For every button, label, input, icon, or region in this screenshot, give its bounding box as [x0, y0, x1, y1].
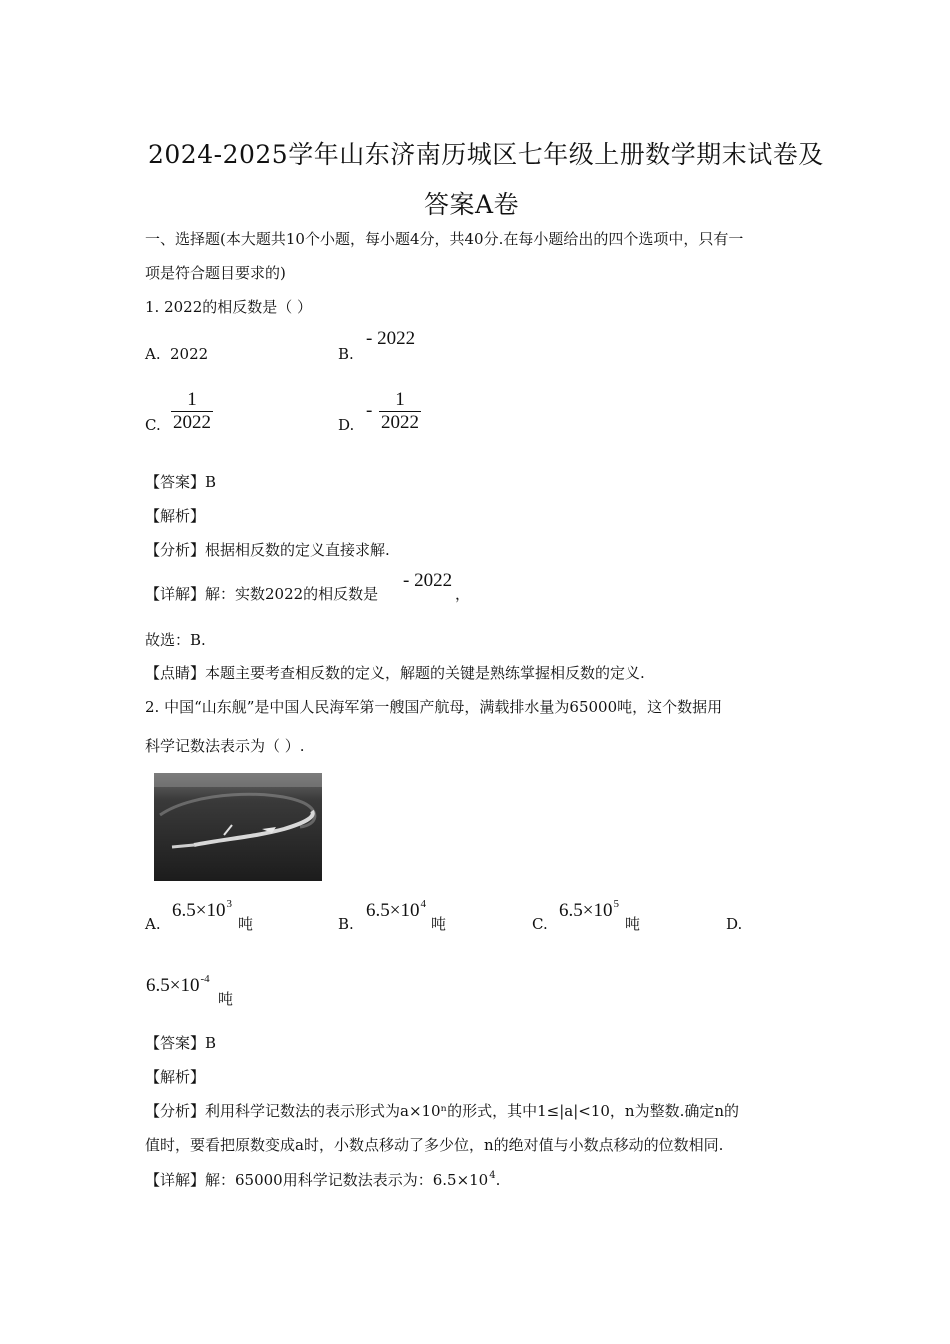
q1-option-a-text: 2022	[170, 345, 209, 363]
q2-option-b-label: B.	[338, 915, 354, 933]
q2-option-c-base: 6.5×10	[559, 900, 613, 921]
q1-comment: 【点睛】本题主要考查相反数的定义，解题的关键是熟练掌握相反数的定义.	[145, 664, 645, 682]
q1-detail	[145, 584, 378, 604]
q1-option-a-label: A.	[145, 345, 161, 363]
q2-stem-line2: 科学记数法表示为（ ）.	[145, 737, 305, 755]
q1-detail-suffix: ，	[455, 585, 471, 603]
q1-option-d-sign: -	[366, 400, 373, 421]
q1-option-d-label: D.	[338, 416, 355, 434]
q2-option-d-value	[146, 975, 210, 997]
q2-option-a-label: A.	[145, 915, 161, 933]
fraction-denominator: 2022	[173, 412, 211, 433]
q2-option-d-unit: 吨	[218, 990, 234, 1008]
q2-detail-suffix: .	[495, 1171, 501, 1189]
q2-option-c-value	[559, 900, 619, 922]
section-heading-line1: 一、选择题(本大题共10个小题，每小题4分，共40分.在每小题给出的四个选项中，只有一	[145, 230, 744, 248]
q2-option-c-exponent: 5	[613, 898, 619, 910]
q1-choose: 故选：B.	[145, 631, 206, 649]
q2-option-a-base: 6.5×10	[172, 900, 226, 921]
q2-option-a-value	[172, 900, 232, 922]
q1-answer: 【答案】B	[145, 473, 217, 491]
q1-analysis-heading: 【解析】	[145, 507, 206, 525]
q2-option-d-exponent: -4	[200, 973, 210, 985]
q1-option-c-label: C.	[145, 416, 161, 434]
q2-detail-exponent: 4	[489, 1170, 496, 1181]
q1-detail-value: - 2022	[403, 570, 453, 591]
q2-option-a-exponent: 3	[226, 898, 232, 910]
page-title-line1: 2024-2025学年山东济南历城区七年级上册数学期末试卷及	[148, 140, 824, 169]
q1-stem: 1. 2022的相反数是（ ）	[145, 298, 313, 316]
carrier-photo-svg	[154, 773, 322, 881]
q2-detail	[145, 1170, 500, 1193]
q1-analysis: 【分析】根据相反数的定义直接求解.	[145, 541, 390, 559]
q2-analysis-heading: 【解析】	[145, 1068, 206, 1086]
q2-stem-line1: 2. 中国“山东舰”是中国人民海军第一艘国产航母，满载排水量为65000吨，这个数据用	[145, 698, 723, 716]
q1-option-b-text: - 2022	[366, 328, 416, 349]
aircraft-carrier-photo	[154, 773, 322, 881]
q1-option-c-fraction	[171, 389, 213, 434]
q2-detail-text: 【详解】解：65000用科学记数法表示为：6.5×10	[145, 1171, 489, 1189]
fraction-numerator: 1	[187, 389, 197, 410]
fraction-numerator: 1	[395, 389, 405, 410]
q2-option-b-value	[366, 900, 426, 922]
q1-detail-text: 【详解】解：实数2022的相反数是	[145, 585, 379, 603]
q2-option-b-unit: 吨	[431, 915, 447, 933]
q1-option-b-label: B.	[338, 345, 354, 363]
fraction-denominator: 2022	[381, 412, 419, 433]
q2-option-d-label: D.	[726, 915, 743, 933]
q2-option-b-base: 6.5×10	[366, 900, 420, 921]
q2-option-b-exponent: 4	[420, 898, 426, 910]
q2-option-a-unit: 吨	[238, 915, 254, 933]
q2-answer: 【答案】B	[145, 1034, 217, 1052]
section-heading-line2: 项是符合题目要求的)	[145, 264, 286, 282]
q2-option-c-label: C.	[532, 915, 548, 933]
q2-analysis-line1: 【分析】利用科学记数法的表示形式为a×10ⁿ的形式，其中1≤|a|<10，n为整数.确定n的	[145, 1102, 739, 1120]
q2-option-d-base: 6.5×10	[146, 975, 200, 996]
q1-option-d-fraction	[379, 389, 421, 434]
q2-option-c-unit: 吨	[625, 915, 641, 933]
q2-analysis-line2: 值时，要看把原数变成a时，小数点移动了多少位，n的绝对值与小数点移动的位数相同.	[145, 1136, 724, 1154]
page-title-line2: 答案A卷	[424, 190, 520, 219]
